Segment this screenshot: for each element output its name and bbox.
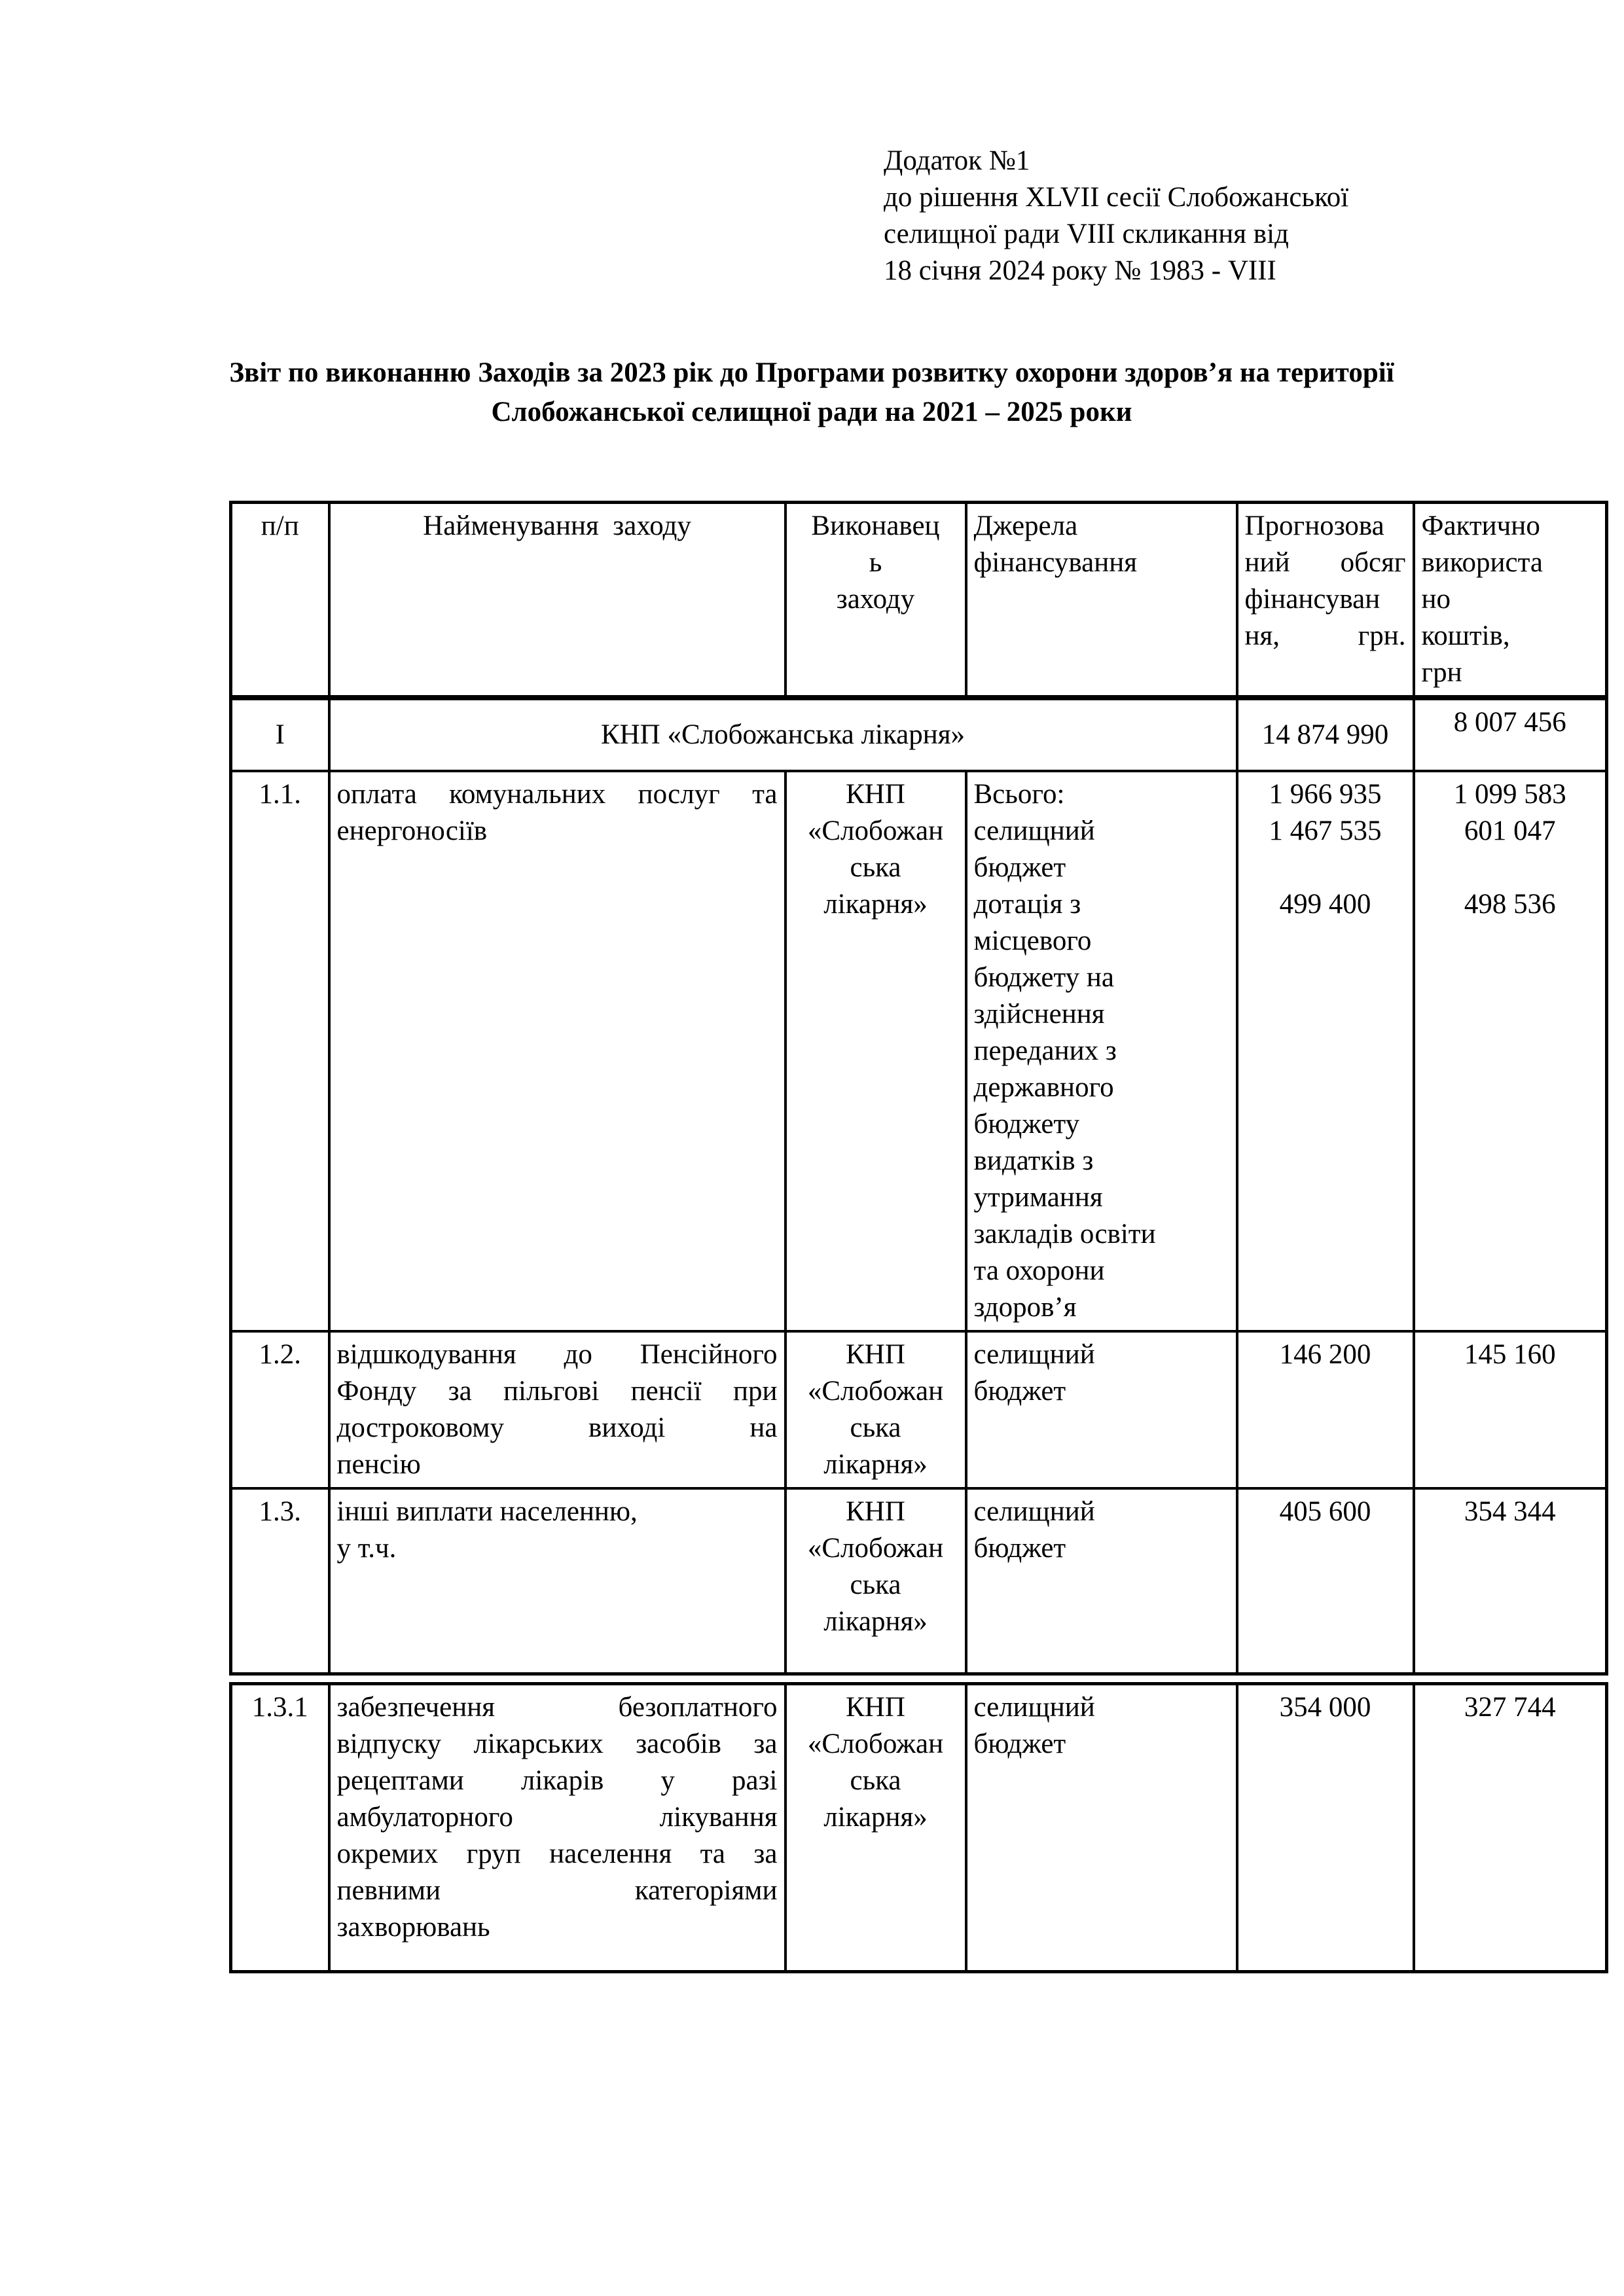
cell-1-3-1-planned: 354 000: [1237, 1683, 1414, 1971]
report-table-main: [229, 501, 1608, 1676]
report-tables: [229, 501, 1608, 1973]
header-measure-name: Найменування заходу: [329, 503, 785, 698]
header-funding-source: Джерела фінансування: [966, 503, 1237, 698]
cell-1-3-planned: 405 600: [1237, 1488, 1414, 1674]
header-executor: Виконавец ь заходу: [785, 503, 966, 698]
table-row-1-3-1: [231, 1683, 1607, 1971]
table-header-row: [231, 503, 1607, 698]
report-table-continued: [229, 1682, 1608, 1973]
header-planned-amount: Прогнозова ний обсяг фінансуван ня, грн.: [1237, 503, 1414, 698]
cell-1-1-name: оплата комунальних послуг та енергоносіїв: [329, 771, 785, 1331]
cell-1-2-source: селищний бюджет: [966, 1331, 1237, 1488]
table-row-1-1: [231, 771, 1607, 1331]
cell-1-3-num: 1.3.: [231, 1488, 329, 1674]
cell-1-1-source: Всього: селищний бюджет дотація з місцевого бюджету на здійснення переданих з державного бюджету видатків з утримання закладів освіти та охорони здоров’я: [966, 771, 1237, 1331]
cell-1-1-executor: КНП «Слобожан ська лікарня»: [785, 771, 966, 1331]
cell-1-3-executor: КНП «Слобожан ська лікарня»: [785, 1488, 966, 1674]
cell-section-name: КНП «Слобожанська лікарня»: [329, 698, 1237, 771]
cell-section-actual: 8 007 456: [1414, 698, 1607, 771]
cell-1-3-1-num: 1.3.1: [231, 1683, 329, 1971]
cell-1-3-source: селищний бюджет: [966, 1488, 1237, 1674]
cell-1-2-actual: 145 160: [1414, 1331, 1607, 1488]
cell-1-2-planned: 146 200: [1237, 1331, 1414, 1488]
table-row-1-3: [231, 1488, 1607, 1674]
cell-1-2-num: 1.2.: [231, 1331, 329, 1488]
appendix-note: Додаток №1 до рішення XLVII сесії Слобожанської селищної ради VIII скликання від 18 січня 2024 року № 1983 - VIII: [884, 145, 1349, 286]
cell-1-3-name: інші виплати населенню, у т.ч.: [329, 1488, 785, 1674]
header-num: п/п: [231, 503, 329, 698]
cell-1-1-num: 1.1.: [231, 771, 329, 1331]
cell-1-2-executor: КНП «Слобожан ська лікарня»: [785, 1331, 966, 1488]
document-title: Звіт по виконанню Заходів за 2023 рік до Програми розвитку охорони здоров’я на території Слобожанської селищної ради на 2021 – 2025 роки: [229, 357, 1394, 427]
section-row-hospital: [231, 698, 1607, 771]
cell-section-planned: 14 874 990: [1237, 698, 1414, 771]
header-actual-amount: Фактично використа но коштів, грн: [1414, 503, 1607, 698]
cell-1-1-actual: 1 099 583 601 047 498 536: [1414, 771, 1607, 1331]
cell-1-3-actual: 354 344: [1414, 1488, 1607, 1674]
cell-section-num: I: [231, 698, 329, 771]
table-row-1-2: [231, 1331, 1607, 1488]
cell-1-2-name: відшкодування до Пенсійного Фонду за пільгові пенсії при достроковому виході на пенсію: [329, 1331, 785, 1488]
cell-1-3-1-executor: КНП «Слобожан ська лікарня»: [785, 1683, 966, 1971]
cell-1-3-1-name: забезпечення безоплатного відпуску лікарських засобів за рецептами лікарів у разі амбулаторного лікування окремих груп населення та за певними категоріями захворювань: [329, 1683, 785, 1971]
cell-1-3-1-source: селищний бюджет: [966, 1683, 1237, 1971]
cell-1-3-1-actual: 327 744: [1414, 1683, 1607, 1971]
cell-1-1-planned: 1 966 935 1 467 535 499 400: [1237, 771, 1414, 1331]
